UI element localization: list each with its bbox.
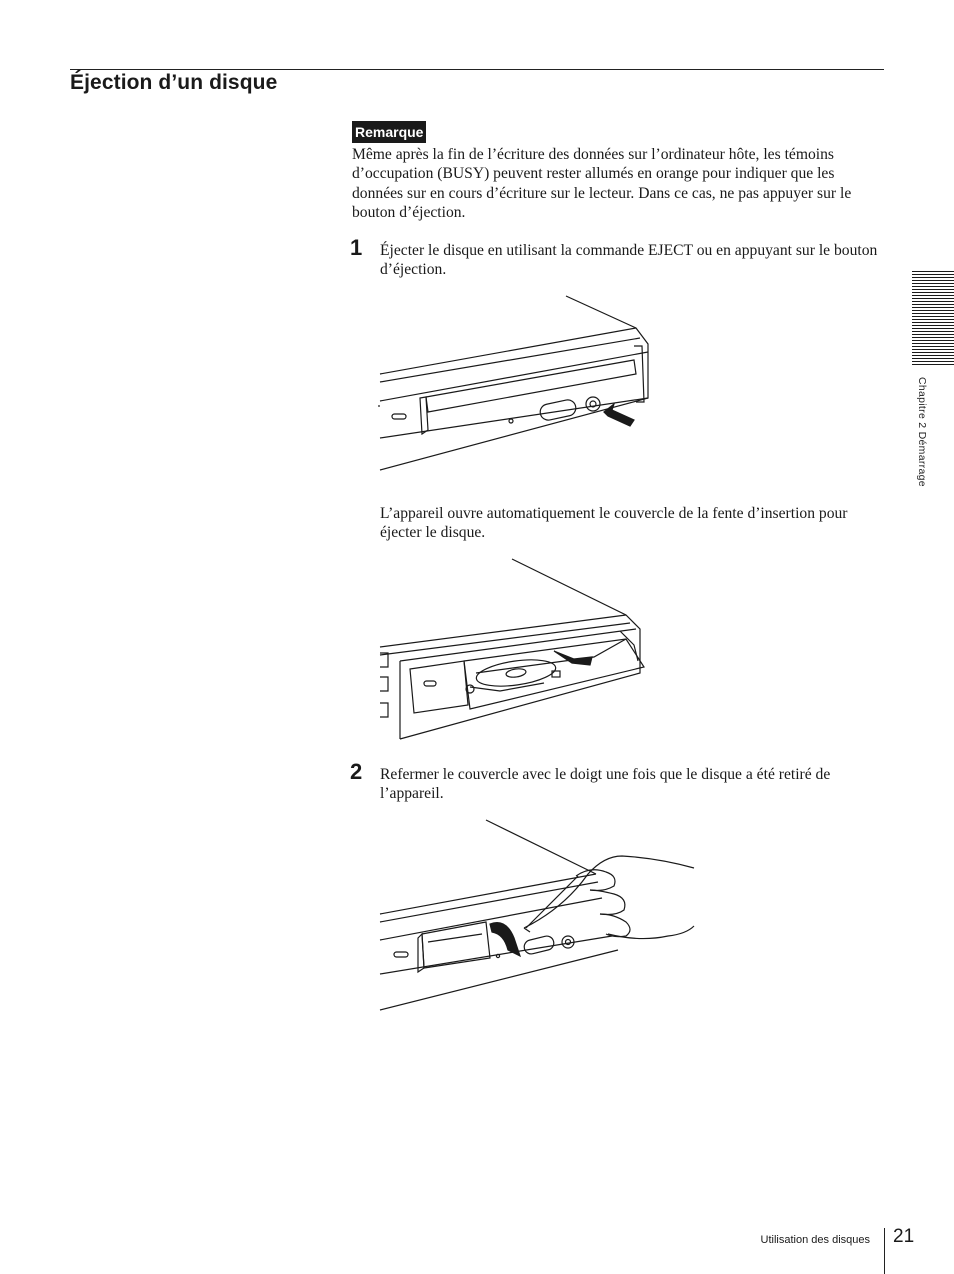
footer-section-label: Utilisation des disques [760,1234,870,1246]
note-badge: Remarque [352,121,426,143]
chapter-side-label: Chapitre 2 Démarrage [916,377,928,487]
step-1-number: 1 [350,235,363,260]
note-text: Même après la fin de l’écriture des données sur l’ordinateur hôte, les témoins d’occupation (BUSY) peuvent rester allumés en orange pour indiquer que les données sur en cours d’écriture sur le lecteur. Dans ce cas, ne pas appuyer sur le bouton d’éjection. [352,146,852,222]
chapter-thumb-tab [912,271,954,367]
figure-close-cover-with-finger [378,818,700,1014]
header-rule [70,69,884,70]
step-2-text: Refermer le couvercle avec le doigt une fois que le disque a été retiré de l’appareil. [380,766,831,803]
figure-disc-ejected [378,557,653,743]
step-1-result-text: L’appareil ouvre automatiquement le couvercle de la fente d’insertion pour éjecter le disque. [380,505,848,542]
step-2-number: 2 [350,759,363,784]
figure-eject-button-press [378,294,658,486]
page-title: Éjection d’un disque [70,71,278,94]
footer-divider [884,1228,885,1274]
step-1-text: Éjecter le disque en utilisant la commande EJECT ou en appuyant sur le bouton d’éjection. [380,242,878,279]
page-number: 21 [893,1226,915,1247]
